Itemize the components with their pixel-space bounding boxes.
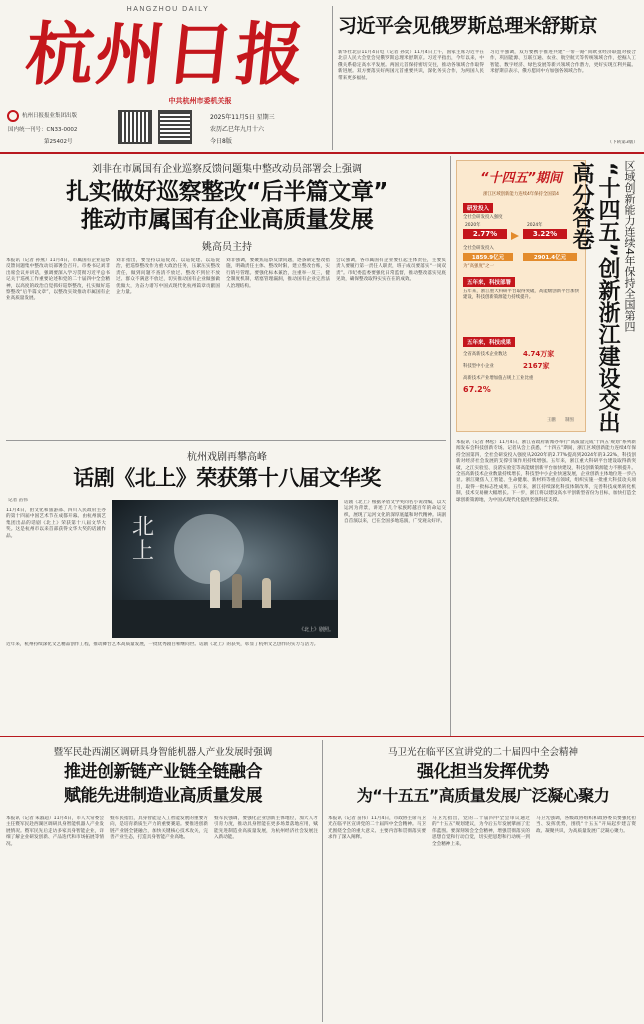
masthead-pinyin: HANGZHOU DAILY: [126, 6, 210, 13]
graphic-section-3-title: 五年来，科技成果: [463, 337, 515, 347]
bottom-right-kicker: 马卫光在临平区宣讲党的二十届四中全会精神: [387, 747, 578, 758]
bottom-right-col2: 马卫光指出，党的二十届四中全会审议通过的“十五五”规划建议，为今后五年发展擘画了宏伟蓝图。要深刻领会全会精神，增强贯彻落实的思想自觉和行动自觉，切实把思想和行动统一到全会精神上来。: [432, 816, 530, 847]
story-a-headline-1[interactable]: 扎实做好巡察整改“后半篇文章”: [66, 179, 388, 205]
graphic-section-1-note2: 为“高强度”之一: [463, 264, 494, 269]
story-b-col1: 11月4日，由文化和旅游部、四川人民政府主办的第十四届中国艺术节在成都开幕。由杭州演艺集团出品的话剧《北上》荣获第十八届文华大奖。这是杭州市以来首部获得文华大奖的话剧作品。: [6, 508, 106, 539]
story-a-kicker: 刘非在市属国有企业巡察反馈问题集中整改动员部署会上强调: [92, 164, 362, 175]
top-story-col1: 新华社北京11月4日电（记者 孙奕）11月4日上午，国家主席习近平在北京人民大会堂会见俄罗斯总理米舒斯京。习近平指出，今年以来，中俄关系稳定高水平发展。两国元首保持密切交往，推动各领域合作取得新进展。双方要落实好两国元首重要共识，深化务实合作，为两国人民带来更多福祉。: [338, 50, 484, 81]
masthead-logo-icon: [7, 110, 19, 122]
graphic-arrow-icon: [511, 232, 519, 240]
masthead-publisher: 中共杭州市委机关报: [168, 97, 232, 105]
photo-title-mark: 北上: [132, 515, 155, 564]
story-b-headline[interactable]: 话剧《北上》荣获第十八届文华奖: [73, 466, 381, 490]
masthead: [0, 0, 330, 150]
story-b-col2: 话剧《北上》根据茅盾文学奖同名小说改编，以大运河为背景，讲述了几个家族跨越百年的命运交织，展现了运河文化的深厚底蕴和时代精神。该剧自首演以来，已在全国多地巡演，广受观众好评。: [344, 500, 446, 525]
bottom-left-kicker: 暨军民赴西湖区调研具身智能机器人产业发展时强调: [53, 747, 273, 758]
top-story-continued[interactable]: （下转第3版）: [607, 140, 638, 145]
graphic-label-2020: 2020年: [465, 223, 481, 228]
graphic-s3-num: 4.74万家: [523, 350, 555, 358]
graphic-credit-2: 制图: [565, 418, 574, 423]
graphic-s3-text: 全省高新技术企业数达: [463, 352, 507, 357]
masthead-issue: 第25402号: [44, 139, 73, 145]
graphic-subtitle: 浙江区域创新能力连续4年保持全国第4: [483, 192, 559, 197]
masthead-cn: 国内统一刊号：CN33-0002: [8, 127, 78, 133]
right-story-kicker: 区域创新能力连续4年保持全国第四: [623, 160, 636, 332]
story-b-byline: 记者 苗伟: [8, 498, 28, 503]
story-a-byline: 姚高员主持: [202, 242, 252, 253]
graphic-section-1-note: 全社会研发投入: [463, 246, 494, 251]
story-b-col3: 近年来，杭州持续深化文艺精品创作工程，推动舞台艺术高质量发展，一批优秀剧目相继问世。话剧《北上》的获奖，彰显了杭州文艺创作的实力与活力。: [6, 642, 319, 647]
bottom-left-headline-1[interactable]: 推进创新链产业链全链融合: [64, 762, 262, 782]
story-a-headline-2[interactable]: 推动市属国有企业高质量发展: [80, 207, 374, 233]
bottom-right-col3: 马卫光强调，各级政协组织和政协委员要强化担当、发挥优势，围绕“十五五”开局起步建言资政、凝聚共识，为高质量发展广泛凝心聚力。: [536, 816, 636, 834]
graphic-section-1-title: 研发投入: [463, 203, 493, 213]
graphic-section-1-sub: 全社会研发投入强度: [463, 215, 503, 220]
graphic-s3-num2: 2167家: [523, 362, 550, 370]
graphic-value-2020b: 1859.9亿元: [463, 253, 513, 261]
bottom-right-headline-1[interactable]: 强化担当发挥优势: [417, 762, 549, 782]
bottom-left-headline-2[interactable]: 赋能先进制造业高质量发展: [64, 786, 262, 806]
story-a-col4: 会议强调，各市属国有企业要扛起主体责任，主要负责人要履行第一责任人职责，班子成员要落实“一岗双责”。市纪委监委要强化日常监督，推动整改落实见底见效，确保整改取得实实在在的成效。: [336, 258, 446, 283]
bottom-right-headline-2[interactable]: 为“十五五”高质量发展广泛凝心聚力: [356, 786, 610, 805]
graphic-value-2024b: 2901.4亿元: [523, 253, 577, 261]
graphic-section-2-title: 五年来，科技部署: [463, 277, 515, 287]
qr-code-2[interactable]: [158, 110, 192, 144]
graphic-value-2020: 2.77%: [463, 229, 507, 239]
top-story-headline[interactable]: 习近平会见俄罗斯总理米舒斯京: [338, 15, 598, 37]
photo-caption: 《北上》剧照。: [298, 627, 334, 633]
right-story-body: 本报讯（记者 林松）11月4日，浙江省政府新闻办举行“高质量完成‘十四五’规划”系列新闻发布会科技创新专场。记者从会上获悉，“十四五”期间，浙江区域创新能力连续4年保持全国第四，全社会研发投入强度从2020年的2.77%提高到2024年的3.22%，科技创新对经济社会发展的支撑引领作用持续增强。五年来，浙江重大科研平台建设取得新突破，之江实验室、良渚实验室等高能级创新平台加快建设，科技创新策源能力不断提升。全省高新技术企业数量持续增长，科技型中小企业快速发展，企业创新主体地位进一步凸显。浙江聚焦人工智能、生命健康、新材料等重点领域，组织实施一批重大科技攻关项目，取得一批标志性成果。五年来，浙江持续深化科技体制改革，完善科技成果转化机制，技术交易额大幅增长。下一步，浙江将以建设高水平创新型省份为目标，加快打造全球创新策源地，为中国式现代化提供坚强科技支撑。: [456, 440, 636, 503]
masthead-lunar: 农历乙巳年九月十六: [210, 126, 265, 133]
masthead-title: 杭州日报: [21, 15, 311, 95]
graphic-section-2-text: 五年来，浙江重大科研平台取得突破，高能级创新平台加快建设，科技创新策源能力持续提升。: [463, 289, 579, 300]
bottom-left-col2: 暨军民指出，具身智能是人工智能发展的重要方向，是培育新质生产力的重要赛道。要推进创新链产业链全链融合，加快关键核心技术攻关，完善产业生态，打造具身智能产业高地。: [110, 816, 208, 841]
masthead-org: 杭州日报报业集团出版: [22, 113, 78, 119]
bottom-right-col1: 本报讯（记者 苗伟）11月4日，市政协主席马卫光在临平区宣讲党的二十届四中全会精神。马卫光围绕全会的重大意义、主要内容和贯彻落实要求作了深入阐释。: [328, 816, 426, 841]
actor-figure: [232, 574, 242, 608]
graphic-panel: [456, 160, 586, 432]
graphic-s3-text2: 科技型中小企业: [463, 364, 494, 369]
graphic-credit-1: 王鹏: [547, 418, 556, 423]
bottom-left-col1: 本报讯（记者 朱淑超）11月4日，市人大常委会主任暨军民赴西湖区调研具身智能机器人产业发展情况。暨军民先后走访多家具身智能企业，详细了解企业研发创新、产品迭代和市场拓展等情况。: [6, 816, 104, 847]
graphic-s3-num3: 67.2%: [463, 385, 491, 394]
story-a-col2: 刘非指出，要坚持以巡促改、以巡促建、以巡促治，把巡察整改作为重大政治任务，压紧压实整改责任，做到问题不查清不放过、整改不到位不放过、群众不满意不放过，切实推动国有企业做强做优做大，为奋力谱写中国式现代化杭州篇章贡献国企力量。: [116, 258, 220, 296]
story-b-photo[interactable]: [112, 500, 338, 638]
masthead-date: 2025年11月5日 星期三: [210, 114, 275, 121]
graphic-value-2024: 3.22%: [523, 229, 567, 239]
actor-figure: [210, 570, 220, 608]
qr-code[interactable]: [118, 110, 152, 144]
graphic-title: “十四五”期间: [480, 171, 562, 186]
masthead-pages: 今日8版: [210, 138, 232, 145]
graphic-s3-text3: 高新技术产业增加值占规上工业比重: [463, 376, 534, 381]
top-story-col2: 习近平强调，双方要携手推进共建“一带一路”同欧亚经济联盟对接合作，巩固能源、互联互通、农业、航空航天等传统领域合作，挖掘人工智能、数字经济、绿色发展等新兴领域合作潜力，更好实现互利共赢。米舒斯京表示，俄方愿同中方加强各领域合作。: [490, 50, 636, 75]
story-a-col1: 本报讯（记者 孙燕）11月4日，市属国有企业巡察反馈问题集中整改动员部署会召开。市委书记刘非出席会议并讲话，强调要深入学习贯彻习近平总书记关于巡视工作重要论述和党的二十届四中全会精神，以高度的政治自觉抓好巡察整改，扎实做好巡察整改“后半篇文章”，以整改实效推动市属国有企业高质量发展。: [6, 258, 110, 302]
story-b-kicker: 杭州戏剧再攀高峰: [187, 452, 267, 463]
actor-figure: [262, 578, 271, 608]
graphic-label-2024: 2024年: [527, 223, 543, 228]
right-story-headline[interactable]: “十四五”创新浙江建设交出高分答卷: [569, 162, 620, 433]
story-a-col3: 刘非强调，要聚焦巡察反馈问题，逐条制定整改措施，明确责任主体、整改时限，建立整改台账，实行销号管理。要强化标本兼治，注重举一反三，健全制度机制，堵塞管理漏洞，推动国有企业完善法人治理结构。: [226, 258, 330, 289]
bottom-left-col3: 暨军民强调，要强化企业创新主体地位，加大人才引育力度，推动具身智能在更多场景落地应用，赋能先进制造业高质量发展，为杭州经济社会发展注入新动能。: [214, 816, 318, 841]
